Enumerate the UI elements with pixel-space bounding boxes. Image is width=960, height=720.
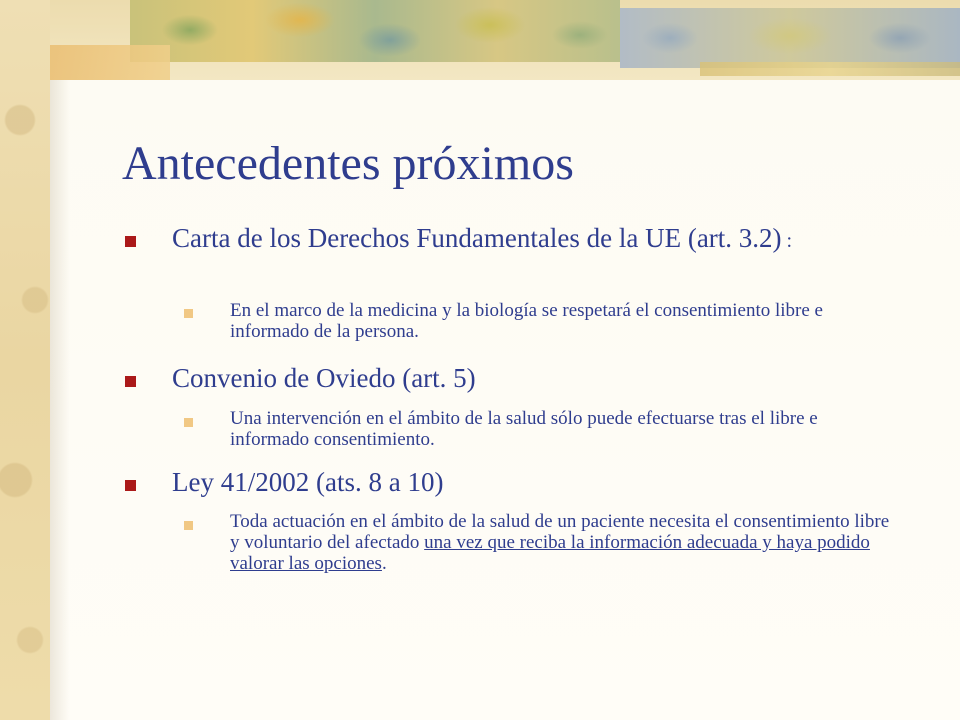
list-item: [172, 364, 892, 392]
list-item-label: Ley 41/2002 (ats. 8 a 10): [172, 467, 444, 497]
list-subitem-text: En el marco de la medicina y la biología se respetará el consentimiento libre e informado de la persona.: [230, 300, 823, 342]
list-subitem-text: Una intervención en el ámbito de la salud sólo puede efectuarse tras el libre e informado consentimiento.: [230, 408, 818, 450]
list-item: [172, 224, 892, 255]
square-bullet-icon: [125, 236, 136, 247]
square-sub-bullet-icon: [184, 309, 193, 318]
list-subitem-text: Toda actuación en el ámbito de la salud de un paciente necesita el consentimiento libre y voluntario del afectado una vez que reciba la información adecuada y haya podido valorar las opciones.: [230, 511, 890, 574]
square-bullet-icon: [125, 376, 136, 387]
square-sub-bullet-icon: [184, 521, 193, 530]
slide-title: Antecedentes próximos: [122, 137, 574, 190]
underlined-text: una vez que reciba la información adecuada y haya podido valorar las opciones: [230, 532, 870, 574]
list-item-label: Carta de los Derechos Fundamentales de la UE (art. 3.2) :: [172, 223, 793, 253]
list-item: [172, 468, 892, 496]
list-item-label: Convenio de Oviedo (art. 5): [172, 363, 476, 393]
square-sub-bullet-icon: [184, 418, 193, 427]
square-bullet-icon: [125, 480, 136, 491]
